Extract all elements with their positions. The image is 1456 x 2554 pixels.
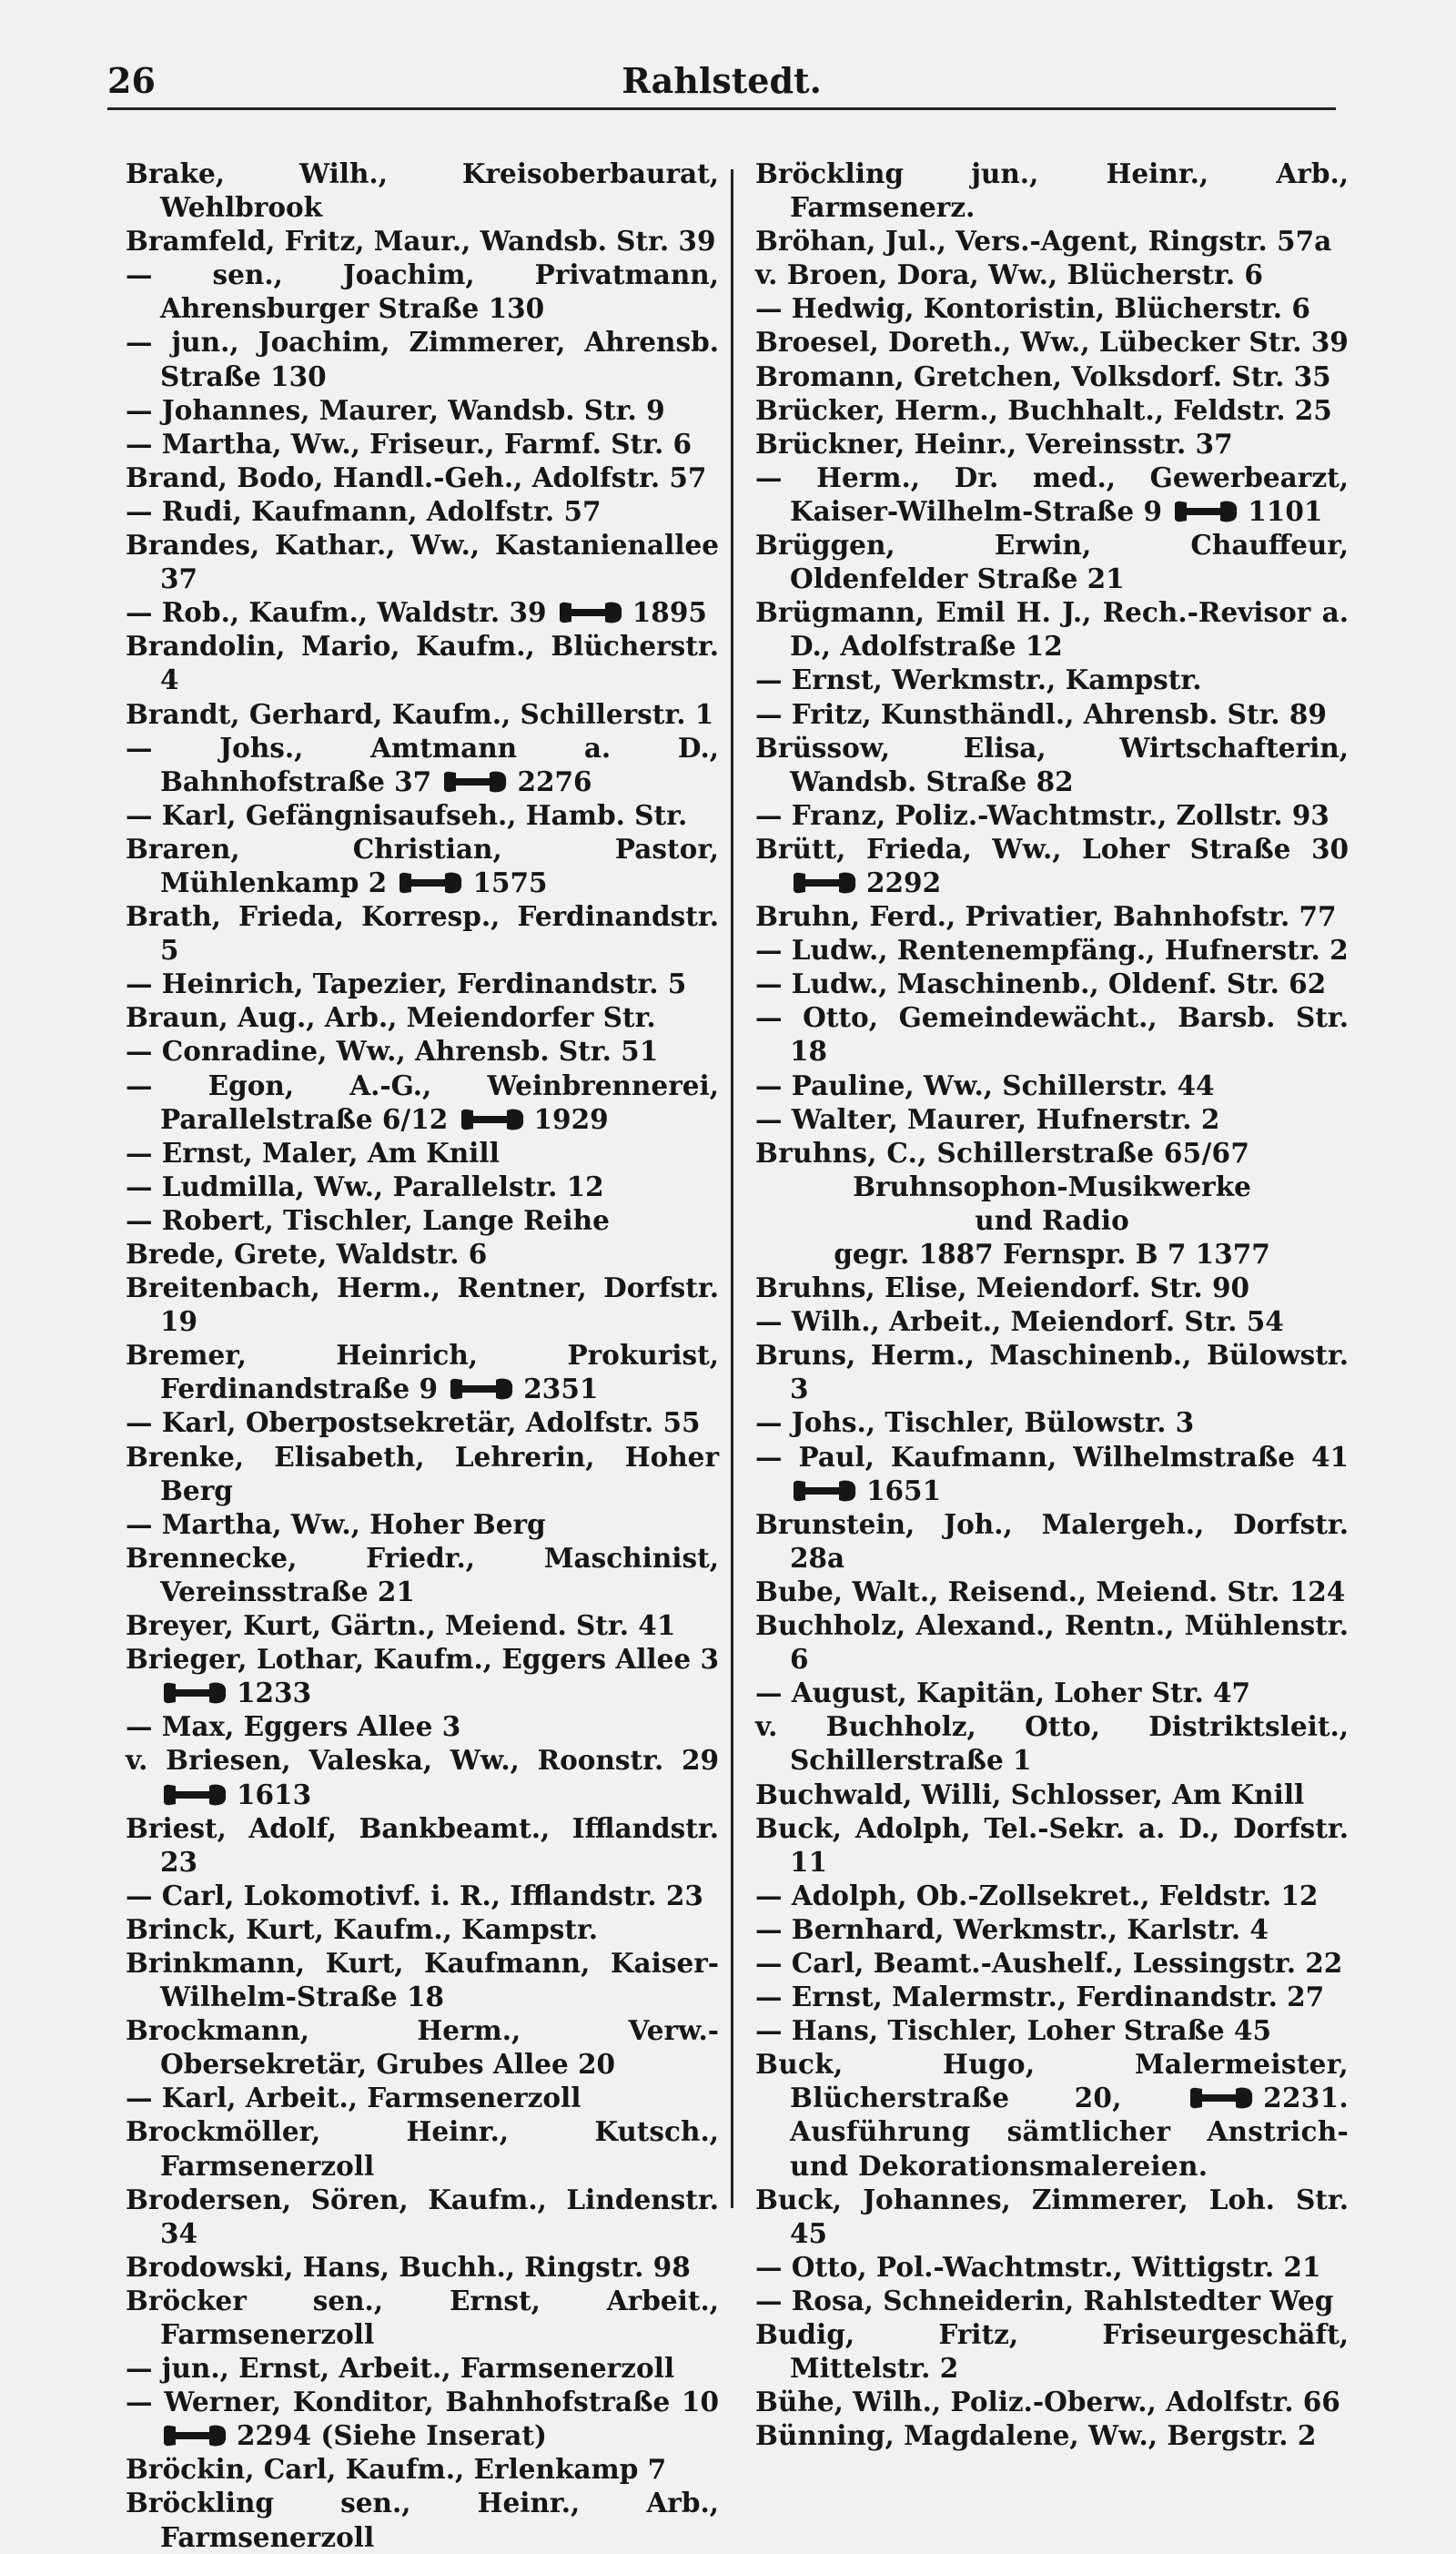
directory-entry: [755, 1170, 1349, 1203]
entry-text: Buck, Hugo, Malermeister, Blücherstraße 20,: [755, 2048, 1349, 2114]
entry-text: Bünning, Magdalene, Ww., Bergstr. 2: [755, 2419, 1317, 2452]
directory-entry: [755, 258, 1349, 291]
entry-text: Bröckin, Carl, Kaufm., Erlenkamp 7: [126, 2453, 667, 2486]
directory-entry: [755, 967, 1349, 1000]
entry-text: Bröckling sen., Heinr., Arb., Farmsenerzoll: [126, 2487, 719, 2553]
entry-text: — Heinrich, Tapezier, Ferdinandstr. 5: [126, 968, 687, 1000]
entry-text: Bruhns, Elise, Meiendorf. Str. 90: [755, 1272, 1250, 1304]
directory-entry: [126, 2013, 719, 2081]
entry-text: Bramfeld, Fritz, Maur., Wandsb. Str. 39: [126, 225, 716, 258]
entry-text: Brandt, Gerhard, Kaufm., Schillerstr. 1: [126, 697, 714, 730]
telephone-receiver-icon: [162, 2424, 228, 2448]
entry-text: Brede, Grete, Waldstr. 6: [126, 1238, 488, 1270]
running-title: Rahlstedt.: [622, 60, 822, 101]
phone-number: 1233: [237, 1677, 312, 1709]
entry-text: Brieger, Lothar, Kaufm., Eggers Allee 3: [126, 1643, 719, 1676]
directory-entry: [755, 2047, 1349, 2182]
directory-entry: [755, 1946, 1349, 1980]
directory-entry: [126, 2452, 719, 2486]
entry-text: — Hedwig, Kontoristin, Blücherstr. 6: [755, 292, 1310, 325]
page-header: [107, 56, 1336, 111]
entry-text: Brüggen, Erwin, Chauffeur, Oldenfelder Straße 21: [755, 529, 1349, 595]
entry-text: — Hans, Tischler, Loher Straße 45: [755, 2014, 1271, 2047]
directory-entry: [126, 494, 719, 528]
entry-text: — Robert, Tischler, Lange Reihe: [126, 1203, 610, 1236]
directory-entry: [126, 157, 719, 224]
directory-entry: [126, 1203, 719, 1237]
directory-entry: [755, 393, 1349, 427]
directory-entry: [126, 1000, 719, 1034]
directory-entry: [755, 1136, 1349, 1170]
left-column: [126, 157, 719, 2553]
directory-entry: [126, 1608, 719, 1642]
directory-entry: [755, 1304, 1349, 1338]
telephone-receiver-icon: [398, 871, 463, 895]
entry-text: — Otto, Pol.-Wachtmstr., Wittigstr. 21: [755, 2250, 1321, 2283]
phone-number: 1929: [533, 1102, 609, 1135]
directory-entry: [126, 1811, 719, 1879]
directory-entry: [755, 1000, 1349, 1068]
entry-text: — Walter, Maurer, Hufnerstr. 2: [755, 1102, 1220, 1135]
entry-text: Brodersen, Sören, Kaufm., Lindenstr. 34: [126, 2183, 719, 2249]
directory-entry: [755, 2250, 1349, 2284]
entry-text: — Pauline, Ww., Schillerstr. 44: [755, 1069, 1215, 1101]
directory-entry: [126, 2284, 719, 2351]
directory-entry: [755, 427, 1349, 461]
directory-entry: [126, 1069, 719, 1136]
phone-number: 1613: [237, 1778, 312, 1810]
entry-text: Brand, Bodo, Handl.-Geh., Adolfstr. 57: [126, 461, 707, 493]
directory-entry: [755, 1271, 1349, 1304]
entry-text: — Ernst, Maler, Am Knill: [126, 1136, 500, 1169]
column-divider: [731, 169, 733, 2208]
directory-entry: [755, 2013, 1349, 2047]
directory-entry: [755, 2284, 1349, 2317]
directory-entry: [126, 1709, 719, 1743]
directory-entry: [126, 224, 719, 258]
entry-text: — Ernst, Werkmstr., Kampstr.: [755, 664, 1202, 696]
phone-number: 2294 (Siehe Inserat): [237, 2419, 547, 2452]
entry-text: — Johannes, Maurer, Wandsb. Str. 9: [126, 393, 665, 426]
directory-entry: [126, 1507, 719, 1541]
directory-entry: [126, 1405, 719, 1439]
entry-text: v. Buchholz, Otto, Distriktsleit., Schillerstraße 1: [755, 1710, 1349, 1777]
entry-text: — Adolph, Ob.-Zollsekret., Feldstr. 12: [755, 1879, 1319, 1911]
entry-text: — sen., Joachim, Privatmann, Ahrensburger Straße 130: [126, 258, 719, 325]
telephone-receiver-icon: [162, 1681, 228, 1705]
directory-entry: [126, 1642, 719, 1709]
directory-entry: [126, 629, 719, 696]
directory-entry: [755, 899, 1349, 933]
entry-text: — Fritz, Kunsthändl., Ahrensb. Str. 89: [755, 697, 1327, 730]
telephone-receiver-icon: [460, 1108, 525, 1131]
telephone-receiver-icon: [1173, 500, 1239, 523]
directory-entry: [126, 2351, 719, 2385]
entry-text: — Otto, Gemeindewächt., Barsb. Str. 18: [755, 1001, 1349, 1068]
directory-entry: [755, 1879, 1349, 1912]
telephone-receiver-icon: [558, 601, 623, 624]
directory-entry: [126, 899, 719, 967]
telephone-receiver-icon: [792, 1479, 857, 1503]
entry-text: — Karl, Oberpostsekretär, Adolfstr. 55: [126, 1406, 701, 1439]
entry-text: — August, Kapitän, Loher Str. 47: [755, 1677, 1251, 1709]
directory-entry: [755, 2385, 1349, 2418]
directory-entry: [755, 157, 1349, 224]
telephone-receiver-icon: [1188, 2086, 1254, 2110]
entry-text: Brücker, Herm., Buchhalt., Feldstr. 25: [755, 393, 1332, 426]
entry-text: Bromann, Gretchen, Volksdorf. Str. 35: [755, 360, 1331, 392]
entry-text: — Rosa, Schneiderin, Rahlstedter Weg: [755, 2284, 1334, 2316]
entry-text: — jun., Joachim, Zimmerer, Ahrensb. Straße 130: [126, 326, 719, 392]
entry-text: Bröhan, Jul., Vers.-Agent, Ringstr. 57a: [755, 225, 1332, 258]
entry-text: Bruhnsophon-Musikwerke: [853, 1170, 1251, 1202]
entry-text: gegr. 1887 Fernspr. B 7 1377: [834, 1238, 1270, 1270]
entry-text: Bröckling jun., Heinr., Arb., Farmsenerz.: [755, 157, 1349, 224]
page-number: 26: [107, 60, 156, 101]
entry-text: — Ludw., Maschinenb., Oldenf. Str. 62: [755, 968, 1327, 1000]
directory-entry: [126, 393, 719, 427]
directory-entry: [755, 1102, 1349, 1136]
entry-text: Brockmöller, Heinr., Kutsch., Farmsenerzoll: [126, 2115, 719, 2182]
entry-text: — Ludw., Rentenempfäng., Hufnerstr. 2: [755, 934, 1349, 967]
directory-entry: [755, 1405, 1349, 1439]
entry-text: Braun, Aug., Arb., Meiendorfer Str.: [126, 1001, 656, 1034]
entry-text: — Conradine, Ww., Ahrensb. Str. 51: [126, 1035, 659, 1068]
directory-entry: [126, 2250, 719, 2284]
entry-text: — Martha, Ww., Friseur., Farmf. Str. 6: [126, 427, 693, 460]
directory-entry: [755, 663, 1349, 696]
entry-text: — Wilh., Arbeit., Meiendorf. Str. 54: [755, 1305, 1284, 1338]
entry-text: Broesel, Doreth., Ww., Lübecker Str. 39: [755, 326, 1349, 359]
directory-entry: [126, 1946, 719, 2013]
directory-entry: [126, 325, 719, 392]
entry-text: — Johs., Amtmann a. D., Bahnhofstraße 37: [126, 731, 719, 797]
directory-entry: [126, 1271, 719, 1338]
entry-text: — Werner, Konditor, Bahnhofstraße 10: [126, 2386, 719, 2418]
telephone-receiver-icon: [162, 1783, 228, 1807]
directory-entry: [126, 2486, 719, 2553]
directory-entry: [755, 933, 1349, 967]
directory-entry: [755, 595, 1349, 663]
directory-entry: [126, 1170, 719, 1203]
entry-text: Brake, Wilh., Kreisoberbaurat, Wehlbrook: [126, 157, 719, 224]
entry-text: — Bernhard, Werkmstr., Karlstr. 4: [755, 1912, 1269, 1945]
directory-entry: [126, 1237, 719, 1271]
entry-text: Brüssow, Elisa, Wirtschafterin, Wandsb. Straße 82: [755, 731, 1349, 797]
directory-entry: [126, 967, 719, 1000]
entry-text: — Johs., Tischler, Bülowstr. 3: [755, 1406, 1195, 1439]
entry-text: Brennecke, Friedr., Maschinist, Vereinsstraße 21: [126, 1541, 719, 1607]
directory-entry: [126, 731, 719, 798]
directory-entry: [755, 2418, 1349, 2452]
entry-text: Brockmann, Herm., Verw.-Obersekretär, Grubes Allee 20: [126, 2014, 719, 2081]
phone-number: 1575: [472, 866, 548, 898]
entry-text: Brandolin, Mario, Kaufm., Blücherstr. 4: [126, 630, 719, 696]
directory-entry: [755, 325, 1349, 359]
directory-entry: [755, 1778, 1349, 1811]
directory-entry: [755, 2317, 1349, 2385]
right-column: [755, 157, 1349, 2452]
entry-text: — Ludmilla, Ww., Parallelstr. 12: [126, 1170, 604, 1202]
directory-entry: [755, 2183, 1349, 2250]
phone-number: 2231. Ausführung sämtlicher Anstrich- und Dekorationsmalereien.: [790, 2082, 1349, 2182]
directory-entry: [126, 1743, 719, 1810]
directory-entry: [126, 528, 719, 595]
entry-text: Bruns, Herm., Maschinenb., Bülowstr. 3: [755, 1339, 1349, 1405]
directory-entry: [126, 2081, 719, 2114]
entry-text: — Paul, Kaufmann, Wilhelmstraße 41: [755, 1440, 1349, 1473]
directory-entry: [755, 224, 1349, 258]
entry-text: — Egon, A.-G., Weinbrennerei, Parallelstraße 6/12: [126, 1069, 719, 1135]
entry-text: Brunstein, Joh., Malergeh., Dorfstr. 28a: [755, 1507, 1349, 1574]
directory-entry: [126, 595, 719, 629]
directory-entry: [755, 1608, 1349, 1676]
entry-text: — Rob., Kaufm., Waldstr. 39: [126, 596, 547, 629]
entry-text: — Rudi, Kaufmann, Adolfstr. 57: [126, 494, 602, 527]
phone-number: 2292: [866, 866, 942, 898]
telephone-receiver-icon: [442, 770, 508, 794]
entry-text: Briest, Adolf, Bankbeamt., Ifflandstr. 23: [126, 1811, 719, 1878]
directory-entry: [126, 1541, 719, 1608]
entry-text: Brügmann, Emil H. J., Rech.-Revisor a. D., Adolfstraße 12: [755, 596, 1349, 663]
entry-text: Bruhns, C., Schillerstraße 65/67: [755, 1136, 1250, 1169]
directory-entry: [755, 461, 1349, 528]
directory-entry: [755, 1676, 1349, 1709]
directory-entry: [126, 2183, 719, 2250]
directory-entry: [755, 1338, 1349, 1405]
directory-entry: [755, 1980, 1349, 2013]
entry-text: — Ernst, Malermstr., Ferdinandstr. 27: [755, 1981, 1325, 2013]
directory-entry: [755, 360, 1349, 393]
directory-entry: [126, 1034, 719, 1068]
entry-text: Breitenbach, Herm., Rentner, Dorfstr. 19: [126, 1272, 719, 1338]
phone-number: 1651: [866, 1474, 942, 1506]
entry-text: Bruhn, Ferd., Privatier, Bahnhofstr. 77: [755, 900, 1337, 933]
entry-text: — jun., Ernst, Arbeit., Farmsenerzoll: [126, 2352, 675, 2385]
directory-entry: [755, 1912, 1349, 1946]
directory-entry: [126, 427, 719, 461]
directory-entry: [126, 697, 719, 731]
entry-text: — Carl, Lokomotivf. i. R., Ifflandstr. 23: [126, 1879, 703, 1911]
entry-text: — Max, Eggers Allee 3: [126, 1710, 461, 1743]
entry-text: — Karl, Gefängnisaufseh., Hamb. Str.: [126, 798, 688, 831]
entry-text: Braren, Christian, Pastor, Mühlenkamp 2: [126, 832, 719, 898]
directory-entry: [126, 798, 719, 832]
entry-text: Brodowski, Hans, Buchh., Ringstr. 98: [126, 2250, 691, 2283]
phone-number: 1895: [632, 596, 707, 629]
directory-entry: [126, 258, 719, 325]
directory-entry: [755, 1069, 1349, 1102]
header-rule: [107, 107, 1336, 110]
directory-entry: [126, 2114, 719, 2182]
entry-text: Brinkmann, Kurt, Kaufmann, Kaiser-Wilhelm-Straße 18: [126, 1946, 719, 2013]
entry-text: Brückner, Heinr., Vereinsstr. 37: [755, 427, 1233, 460]
entry-text: Bube, Walt., Reisend., Meiend. Str. 124: [755, 1575, 1346, 1607]
entry-text: — Karl, Arbeit., Farmsenerzoll: [126, 2082, 581, 2114]
directory-entry: [755, 1575, 1349, 1608]
entry-text: — Martha, Ww., Hoher Berg: [126, 1507, 546, 1540]
entry-text: Bühe, Wilh., Poliz.-Oberw., Adolfstr. 66: [755, 2386, 1340, 2418]
entry-text: Brütt, Frieda, Ww., Loher Straße 30: [755, 832, 1349, 865]
telephone-receiver-icon: [449, 1377, 514, 1401]
entry-text: Brinck, Kurt, Kaufm., Kampstr.: [126, 1912, 599, 1945]
directory-entry: [755, 798, 1349, 832]
entry-text: Buck, Johannes, Zimmerer, Loh. Str. 45: [755, 2183, 1349, 2249]
directory-entry: [126, 2385, 719, 2452]
entry-text: v. Broen, Dora, Ww., Blücherstr. 6: [755, 258, 1263, 291]
phone-number: 2351: [523, 1373, 599, 1405]
directory-entry: [126, 1338, 719, 1405]
telephone-receiver-icon: [792, 871, 857, 895]
directory-entry: [755, 731, 1349, 798]
directory-entry: [126, 832, 719, 899]
phone-number: 1101: [1248, 494, 1323, 527]
entry-text: Brandes, Kathar., Ww., Kastanienallee 37: [126, 529, 719, 595]
entry-text: Buck, Adolph, Tel.-Sekr. a. D., Dorfstr. 11: [755, 1811, 1349, 1878]
entry-text: — Carl, Beamt.-Aushelf., Lessingstr. 22: [755, 1946, 1343, 1979]
entry-text: Brath, Frieda, Korresp., Ferdinandstr. 5: [126, 900, 719, 967]
directory-entry: [755, 697, 1349, 731]
directory-entry: [126, 1136, 719, 1170]
directory-entry: [755, 1709, 1349, 1777]
directory-entry: [755, 528, 1349, 595]
entry-text: Buchwald, Willi, Schlosser, Am Knill: [755, 1778, 1305, 1810]
directory-entry: [755, 1237, 1349, 1271]
directory-entry: [126, 461, 719, 494]
directory-entry: [755, 1440, 1349, 1507]
directory-entry: [755, 291, 1349, 325]
directory-entry: [126, 1879, 719, 1912]
entry-text: Bröcker sen., Ernst, Arbeit., Farmsenerzoll: [126, 2284, 719, 2350]
entry-text: Buchholz, Alexand., Rentn., Mühlenstr. 6: [755, 1609, 1349, 1676]
directory-entry: [755, 1811, 1349, 1879]
entry-text: Budig, Fritz, Friseurgeschäft, Mittelstr. 2: [755, 2318, 1349, 2385]
entry-text: v. Briesen, Valeska, Ww., Roonstr. 29: [126, 1744, 719, 1777]
phone-number: 2276: [517, 765, 592, 797]
directory-entry: [755, 1203, 1349, 1237]
entry-text: — Herm., Dr. med., Gewerbearzt, Kaiser-Wilhelm-Straße 9: [755, 461, 1349, 527]
directory-entry: [126, 1440, 719, 1507]
entry-text: und Radio: [975, 1203, 1129, 1236]
entry-text: Brenke, Elisabeth, Lehrerin, Hoher Berg: [126, 1440, 719, 1506]
directory-entry: [126, 1912, 719, 1946]
entry-text: Breyer, Kurt, Gärtn., Meiend. Str. 41: [126, 1609, 676, 1642]
directory-entry: [755, 832, 1349, 899]
directory-entry: [755, 1507, 1349, 1575]
entry-text: Bremer, Heinrich, Prokurist, Ferdinandstraße 9: [126, 1339, 719, 1405]
entry-text: — Franz, Poliz.-Wachtmstr., Zollstr. 93: [755, 798, 1330, 831]
